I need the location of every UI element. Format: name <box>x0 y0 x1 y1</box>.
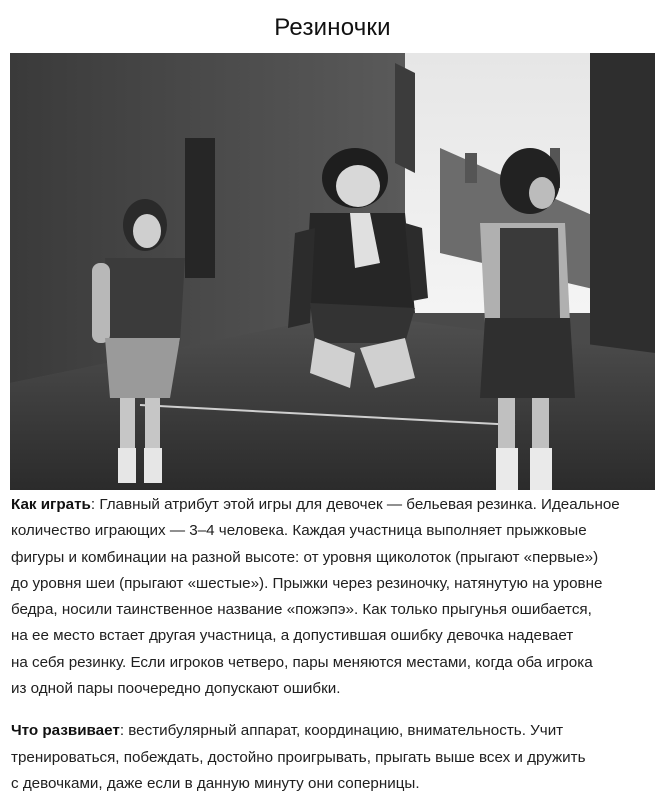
develops-label: Что развивает <box>11 722 120 740</box>
paragraph-line: из одной пары поочередно допускают ошибки. <box>11 680 341 698</box>
wall-window <box>185 138 215 278</box>
paragraph-line: с девочками, даже если в данную минуту они соперницы. <box>11 774 420 792</box>
develops-paragraph <box>11 718 659 797</box>
paragraph-line: до уровня шеи (прыгают «шестые»). Прыжки через резиночку, натянутую на уровне <box>11 574 603 592</box>
paragraph-line: фигуры и комбинации на разной высоте: от уровня щиколоток (прыгают «первые») <box>11 548 599 566</box>
paragraph-line: на ее место встает другая участница, а допустившая ошибку девочка надевает <box>11 627 574 645</box>
paragraph-line: на себя резинку. Если игроков четверо, пары меняются местами, когда оба игрока <box>11 653 593 671</box>
paragraph-line: Как играть: Главный атрибут этой игры для девочек — бельевая резинка. Идеальное <box>11 496 620 513</box>
girls-playing-photo <box>10 53 655 490</box>
photo-illustration <box>10 53 655 490</box>
page-title: Резиночки <box>274 14 391 41</box>
how-to-play-label: Как играть <box>11 496 91 513</box>
paragraph-line: тренироваться, побеждать, достойно проигрывать, прыгать выше всех и дружить <box>11 748 586 766</box>
how-to-play-paragraph <box>11 492 659 702</box>
paragraph-line: бедра, носили таинственное название «пожэпэ». Как только прыгунья ошибается, <box>11 601 592 619</box>
article-body <box>11 492 659 797</box>
paragraph-line: количество играющих — 3–4 человека. Каждая участница выполняет прыжковые <box>11 522 587 540</box>
paragraph-line: Что развивает: вестибулярный аппарат, координацию, внимательность. Учит <box>11 722 564 740</box>
